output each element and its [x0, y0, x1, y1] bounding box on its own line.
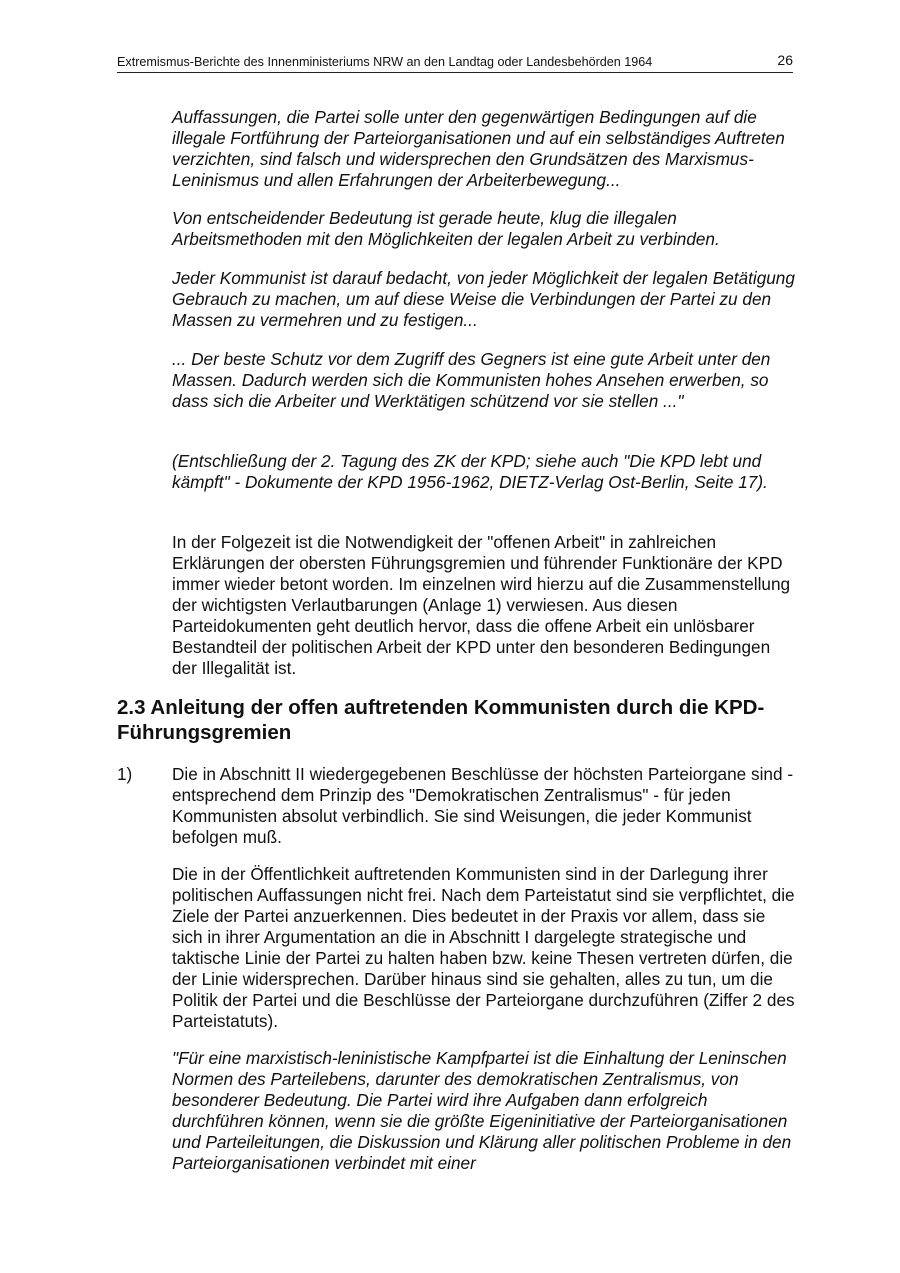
page-header	[117, 54, 793, 73]
quote-paragraph-5: "Für eine marxistisch-leninistische Kampfpartei ist die Einhaltung der Leninschen Normen des Parteilebens, darunter des demokratischen Zentralismus, von besonderer Bedeutung. Die Partei wird ihre Aufgaben dann erfolgreich durchführen können, wenn sie die größte Eigeninitiative der Parteiorganisationen und Parteileitungen, die Diskussion und Klärung aller politischen Probleme in den Parteiorganisationen verbindet mit einer	[172, 1048, 792, 1173]
body-paragraph-1: In der Folgezeit ist die Notwendigkeit der "offenen Arbeit" in zahlreichen Erklärungen der obersten Führungsgremien und führender Funktionäre der KPD immer wieder betont worden. Im einzelnen wird hierzu auf die Zusammenstellung der wichtigsten Verlautbarungen (Anlage 1) verwiesen. Aus diesen Parteidokumenten geht deutlich hervor, dass die offene Arbeit ein unlösbarer Bestandteil der politischen Arbeit der KPD unter den besonderen Bedingungen der Illegalität ist.	[172, 532, 791, 678]
quote-paragraph-2: Von entscheidender Bedeutung ist gerade heute, klug die illegalen Arbeitsmethoden mit den Möglichkeiten der legalen Arbeit zu verbinden.	[172, 208, 720, 249]
citation-paragraph: (Entschließung der 2. Tagung des ZK der KPD; siehe auch "Die KPD lebt und kämpft" - Dokumente der KPD 1956-1962, DIETZ-Verlag Ost-Berlin, Seite 17).	[172, 451, 768, 492]
quote-paragraph-4: ... Der beste Schutz vor dem Zugriff des Gegners ist eine gute Arbeit unter den Massen. Dadurch werden sich die Kommunisten hohes Ansehen erwerben, so dass sich die Arbeiter und Werktätigen schützend vor sie stellen ..."	[172, 349, 771, 411]
quote-paragraph-3: Jeder Kommunist ist darauf bedacht, von jeder Möglichkeit der legalen Betätigung Gebrauch zu machen, um auf diese Weise die Verbindungen der Partei zu den Massen zu vermehren und zu festigen...	[172, 268, 795, 330]
page-number: 26	[777, 52, 793, 68]
section-heading: 2.3 Anleitung der offen auftretenden Kommunisten durch die KPD-Führungsgremien	[117, 696, 765, 744]
quote-paragraph-1: Auffassungen, die Partei solle unter den gegenwärtigen Bedingungen auf die illegale Fortführung der Parteiorganisationen und auf ein selbständiges Auftreten verzichten, sind falsch und widersprechen den Grundsätzen des Marxismus-Leninismus und allen Erfahrungen der Arbeiterbewegung...	[172, 107, 785, 190]
list-number: 1)	[117, 764, 133, 784]
list-item-paragraph: Die in Abschnitt II wiedergegebenen Beschlüsse der höchsten Parteiorgane sind - entsprechend dem Prinzip des "Demokratischen Zentralismus" - für jeden Kommunisten absolut verbindlich. Sie sind Weisungen, die jeder Kommunist befolgen muß.	[172, 764, 794, 847]
body-paragraph-2: Die in der Öffentlichkeit auftretenden Kommunisten sind in der Darlegung ihrer politischen Auffassungen nicht frei. Nach dem Parteistatut sind sie verpflichtet, die Ziele der Partei anzuerkennen. Dies bedeutet in der Praxis vor allem, dass sie sich in ihrer Argumentation an die in Abschnitt I dargelegte strategische und taktische Linie der Partei zu halten haben bzw. keine Thesen vertreten dürfen, die der Linie widersprechen. Darüber hinaus sind sie gehalten, alles zu tun, um die Politik der Partei und die Beschlüsse der Parteiorgane durchzuführen (Ziffer 2 des Parteistatuts).	[172, 864, 795, 1031]
header-title: Extremismus-Berichte des Innenministeriums NRW an den Landtag oder Landesbehörden 1964	[117, 55, 653, 69]
